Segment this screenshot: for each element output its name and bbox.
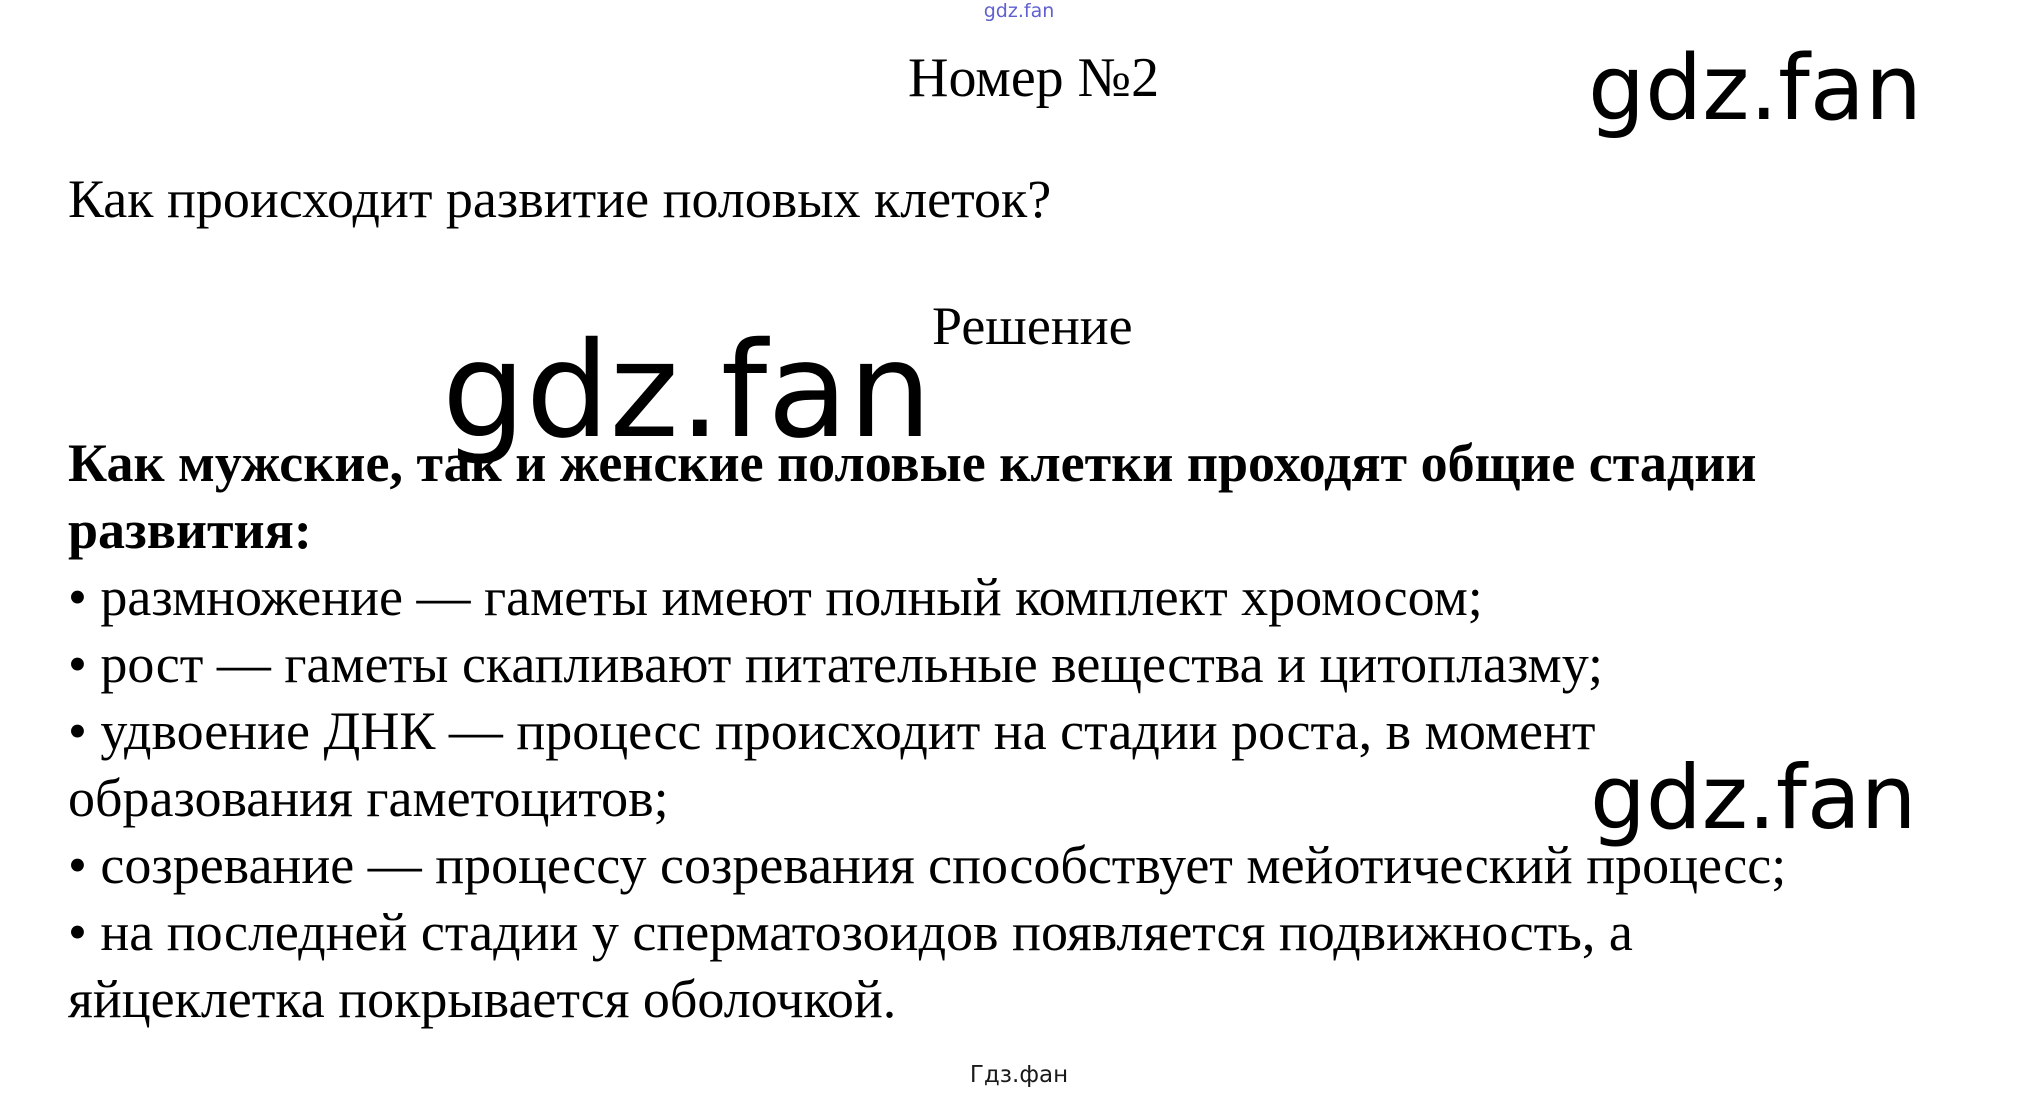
- answer-bullet-line: • на последней стадии у сперматозоидов появляется подвижность, а: [68, 902, 1633, 962]
- gdz-fan-watermark-center-large: gdz.fan: [442, 314, 932, 468]
- footer-site-label: Гдз.фан: [969, 1062, 1069, 1088]
- gdz-fan-watermark-top-small: gdz.fan: [983, 0, 1055, 22]
- answer-bullet-line: • созревание — процессу созревания способствует мейотический процесс;: [68, 835, 1787, 895]
- page-title: Номер №2: [908, 47, 1160, 109]
- answer-bullet-line: • удвоение ДНК — процесс происходит на стадии роста, в момент: [68, 701, 1596, 761]
- answer-heading-line: Как мужские, так и женские половые клетки проходят общие стадии: [68, 433, 1757, 493]
- answer-bullet-continuation: образования гаметоцитов;: [68, 768, 669, 828]
- answer-bullet-continuation: яйцеклетка покрывается оболочкой.: [68, 969, 897, 1029]
- answer-bullet-line: • размножение — гаметы имеют полный комплект хромосом;: [68, 567, 1483, 627]
- question-text: Как происходит развитие половых клеток?: [68, 169, 1052, 229]
- answer-heading-line: развития:: [68, 500, 312, 560]
- solution-heading: Решение: [932, 296, 1133, 356]
- gdz-fan-watermark-top-right: gdz.fan: [1588, 36, 1922, 141]
- solution-answer: [68, 430, 1786, 1033]
- gdz-fan-watermark-mid-right: gdz.fan: [1590, 746, 1917, 849]
- answer-bullet-line: • рост — гаметы скапливают питательные вещества и цитоплазму;: [68, 634, 1604, 694]
